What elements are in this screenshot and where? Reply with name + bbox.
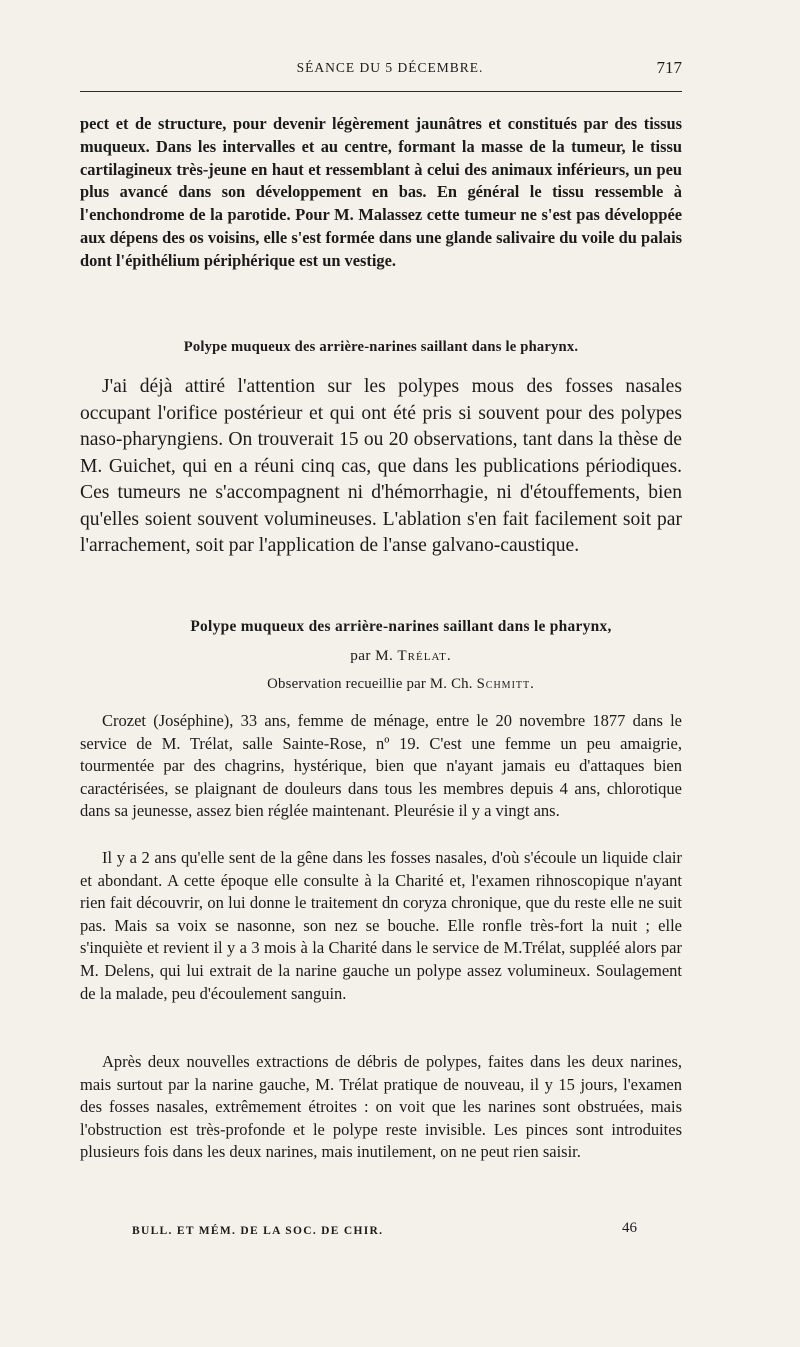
byline-author: Trélat. — [397, 647, 452, 664]
observation-prefix: Observation recueillie par M. Ch. — [267, 676, 473, 692]
observation-paragraph: Après deux nouvelles extractions de débris de polypes, faites dans les deux narines, mais surtout par la narine gauche, M. Trélat pratique de nouveau, il y 15 jours, l'examen des fosses nasales, extrêmement étroites : on voit que les narines sont obstruées, mais l'obstruction est très-profonde et le polype reste invisible. Les pinces sont introduites plusieurs fois dans les deux narines, mais inutilement, on ne peut rien saisir. — [80, 1052, 682, 1162]
signature-number: 46 — [622, 1220, 637, 1236]
observation-title: Polype muqueux des arrière-narines saillant dans le pharynx, — [190, 618, 612, 635]
observation-credit — [80, 676, 702, 693]
byline-prefix: par M. — [350, 647, 394, 664]
header-rule — [80, 91, 682, 92]
running-head-title: SÉANCE DU 5 DÉCEMBRE. — [296, 60, 484, 75]
section-heading: Polype muqueux des arrière-narines saillant dans le pharynx. — [183, 339, 579, 355]
continuation-paragraph: pect et de structure, pour devenir légèrement jaunâtres et constitués par des tissus muqueux. Dans les intervalles et au centre, formant la masse de la tumeur, le tissu cartilagineux très-jeune en haut et ressemblant à celui des animaux inférieurs, un peu plus avancé dans son développement en bas. En général le tissu ressemble à l'enchondrome de la parotide. Pour M. Malassez cette tumeur ne s'est pas développée aux dépens des os voisins, elle s'est formée dans une glande salivaire du voile du palais dont l'épithélium périphérique est un vestige. — [80, 114, 682, 270]
running-head — [80, 58, 682, 84]
section-paragraph: J'ai déjà attiré l'attention sur les polypes mous des fosses nasales occupant l'orifice postérieur et qui ont été pris si souvent pour des polypes naso-pharyngiens. On trouverait 15 ou 20 observations, tant dans la thèse de M. Guichet, qui en a réuni cinq cas, que dans les publications périodiques. Ces tumeurs ne s'accompagnent ni d'hémorrhagie, ni d'étouffements, bien qu'elles soient souvent volumineuses. L'ablation s'en fait facilement soit par l'arrachement, soit par l'application de l'anse galvano-caustique. — [80, 376, 682, 556]
signature-mark: BULL. ET MÉM. DE LA SOC. DE CHIR. — [132, 1225, 384, 1237]
observation-author: Schmitt. — [476, 676, 535, 692]
byline — [80, 647, 702, 665]
observation-paragraph: Il y a 2 ans qu'elle sent de la gêne dans les fosses nasales, d'où s'écoule un liquide clair et abondant. A cette époque elle consulte à la Charité et, l'examen rihnoscopique n'ayant rien fait découvrir, on lui donne le traitement dn coryza chronique, que du reste elle ne suit pas. Mais sa voix se nasonne, son nez se bouche. Elle ronfle très-fort la nuit ; elle s'inquiète et revient il y a 3 mois à la Charité dans le service de M.Trélat, suppléé alors par M. Delens, qui lui extrait de la narine gauche un polype assez volumineux. Soulagement de la malade, peu d'écoulement sanguin. — [80, 848, 682, 1003]
observation-paragraph: Crozet (Joséphine), 33 ans, femme de ménage, entre le 20 novembre 1877 dans le service de M. Trélat, salle Sainte-Rose, nº 19. C'est une femme un peu amaigrie, tourmentée par des chagrins, hystérique, bien que n'ayant jamais eu d'attaques bien caractérisées, se plaignant de douleurs dans tous les membres depuis 4 ans, chlorotique dans sa jeunesse, assez bien réglée maintenant. Pleurésie il y a vingt ans. — [80, 711, 682, 821]
page-number: 717 — [656, 58, 682, 77]
